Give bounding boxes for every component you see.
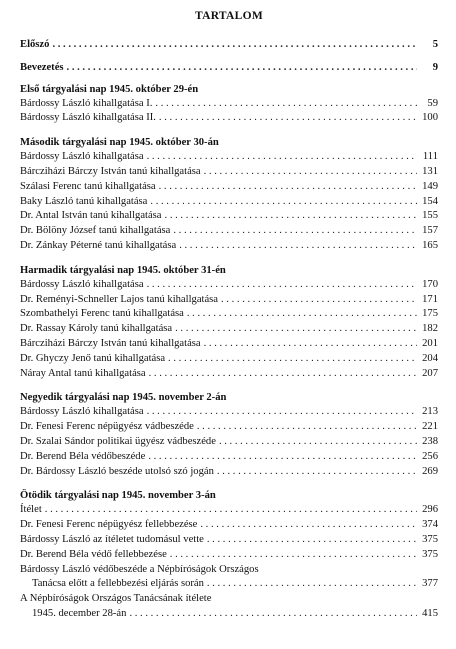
section-heading: Negyedik tárgyalási nap 1945. november 2-án <box>20 392 227 404</box>
front-matter-intro <box>20 61 438 76</box>
dot-leader <box>150 195 417 210</box>
toc-entry[interactable]: Dr. Berend Béla védőbeszéde . . . 256 <box>20 450 438 465</box>
dot-leader <box>221 293 417 308</box>
toc-entry[interactable]: Dr. Ghyczy Jenő tanú kihallgatása . . . 204 <box>20 352 438 367</box>
page-title: TARTALOM <box>194 10 263 22</box>
toc-entry[interactable]: Szombathelyi Ferenc tanú kihallgatása . . . 175 <box>20 307 438 322</box>
toc-section-day-1 <box>20 82 438 127</box>
dot-leader <box>204 337 417 352</box>
entry-continuation: Tanácsa előtt a fellebbezési eljárás során . . . 377 <box>20 577 438 592</box>
toc-entry[interactable]: Dr. Szalai Sándor politikai ügyész vádbeszéde . . . 238 <box>20 435 438 450</box>
dot-leader <box>52 38 417 53</box>
dot-leader <box>179 239 417 254</box>
toc-entry[interactable]: Bárdossy László kihallgatása II. . . . 100 <box>20 111 438 126</box>
dot-leader <box>207 533 417 548</box>
toc-section-day-2 <box>20 135 438 254</box>
dot-leader <box>219 435 417 450</box>
dot-leader <box>159 180 417 195</box>
dot-leader <box>67 61 417 76</box>
dot-leader <box>159 111 417 126</box>
toc-entry[interactable]: Bárdossy László az ítéletet tudomásul vette . . . 375 <box>20 533 438 548</box>
toc-entry[interactable]: Baky László tanú kihallgatása . . . 154 <box>20 195 438 210</box>
entry-continuation: 1945. december 28-án . . . 415 <box>20 607 438 622</box>
dot-leader <box>197 420 417 435</box>
toc-entry[interactable]: Bárdossy László kihallgatása . . . 111 <box>20 150 438 165</box>
dot-leader <box>129 607 417 622</box>
toc-entry-foreword[interactable]: Előszó . . . 5 <box>20 38 438 53</box>
dot-leader <box>170 548 417 563</box>
dot-leader <box>187 307 417 322</box>
toc-entry[interactable]: Szálasi Ferenc tanú kihallgatása . . . 149 <box>20 180 438 195</box>
toc-entry[interactable]: Bárdossy László kihallgatása . . . 213 <box>20 405 438 420</box>
toc-section-day-4 <box>20 390 438 479</box>
toc-entry[interactable]: Bárdossy László kihallgatása I. . . . 59 <box>20 97 438 112</box>
dot-leader <box>200 518 417 533</box>
toc-entry[interactable]: Bárcziházi Bárczy István tanú kihallgatása . . . 131 <box>20 165 438 180</box>
toc-entry[interactable]: Dr. Berend Béla védő fellebbezése . . . 375 <box>20 548 438 563</box>
toc-entry[interactable]: Dr. Rassay Károly tanú kihallgatása . . . 182 <box>20 322 438 337</box>
dot-leader <box>155 97 417 112</box>
entry-line: A Népbíróságok Országos Tanácsának ítélete <box>20 593 212 605</box>
entry-line: Bárdossy László védőbeszéde a Népbíróságok Országos <box>20 563 259 575</box>
toc-section-day-5 <box>20 488 438 621</box>
toc-entry[interactable]: Náray Antal tanú kihallgatása . . . 207 <box>20 367 438 382</box>
dot-leader <box>147 405 417 420</box>
toc-entry[interactable]: Bárdossy László kihallgatása . . . 170 <box>20 278 438 293</box>
toc-entry[interactable]: Dr. Antal István tanú kihallgatása . . . 155 <box>20 209 438 224</box>
dot-leader <box>217 465 417 480</box>
toc-entry-multiline[interactable] <box>20 563 438 593</box>
toc-page <box>20 8 438 631</box>
dot-leader <box>148 450 417 465</box>
dot-leader <box>147 278 417 293</box>
front-matter <box>20 38 438 53</box>
dot-leader <box>204 165 417 180</box>
toc-entry[interactable]: Dr. Bölöny József tanú kihallgatása . . . 157 <box>20 224 438 239</box>
dot-leader <box>168 352 417 367</box>
section-heading: Harmadik tárgyalási nap 1945. október 31-én <box>20 264 226 276</box>
section-heading: Első tárgyalási nap 1945. október 29-én <box>20 83 199 95</box>
toc-entry[interactable]: Dr. Bárdossy László beszéde utolsó szó jogán . . . 269 <box>20 465 438 480</box>
toc-entry[interactable]: Bárcziházi Bárczy István tanú kihallgatása . . . 201 <box>20 337 438 352</box>
toc-entry[interactable]: Ítélet . . . 296 <box>20 503 438 518</box>
section-heading: Második tárgyalási nap 1945. október 30-án <box>20 137 219 149</box>
dot-leader <box>147 150 417 165</box>
dot-leader <box>45 503 417 518</box>
dot-leader <box>165 209 417 224</box>
toc-entry[interactable]: Dr. Fenesi Ferenc népügyész fellebbezése . . . 374 <box>20 518 438 533</box>
toc-section-day-3 <box>20 263 438 382</box>
section-heading: Ötödik tárgyalási nap 1945. november 3-án <box>20 490 216 502</box>
toc-entry-multiline[interactable] <box>20 592 438 622</box>
toc-entry-introduction[interactable]: Bevezetés . . . 9 <box>20 61 438 76</box>
dot-leader <box>207 577 417 592</box>
dot-leader <box>175 322 417 337</box>
dot-leader <box>149 367 417 382</box>
toc-entry[interactable]: Dr. Fenesi Ferenc népügyész vádbeszéde . . . 221 <box>20 420 438 435</box>
toc-entry[interactable]: Dr. Zánkay Péterné tanú kihallgatása . . . 165 <box>20 239 438 254</box>
dot-leader <box>173 224 417 239</box>
toc-entry[interactable]: Dr. Reményi-Schneller Lajos tanú kihallgatása . . . 171 <box>20 293 438 308</box>
